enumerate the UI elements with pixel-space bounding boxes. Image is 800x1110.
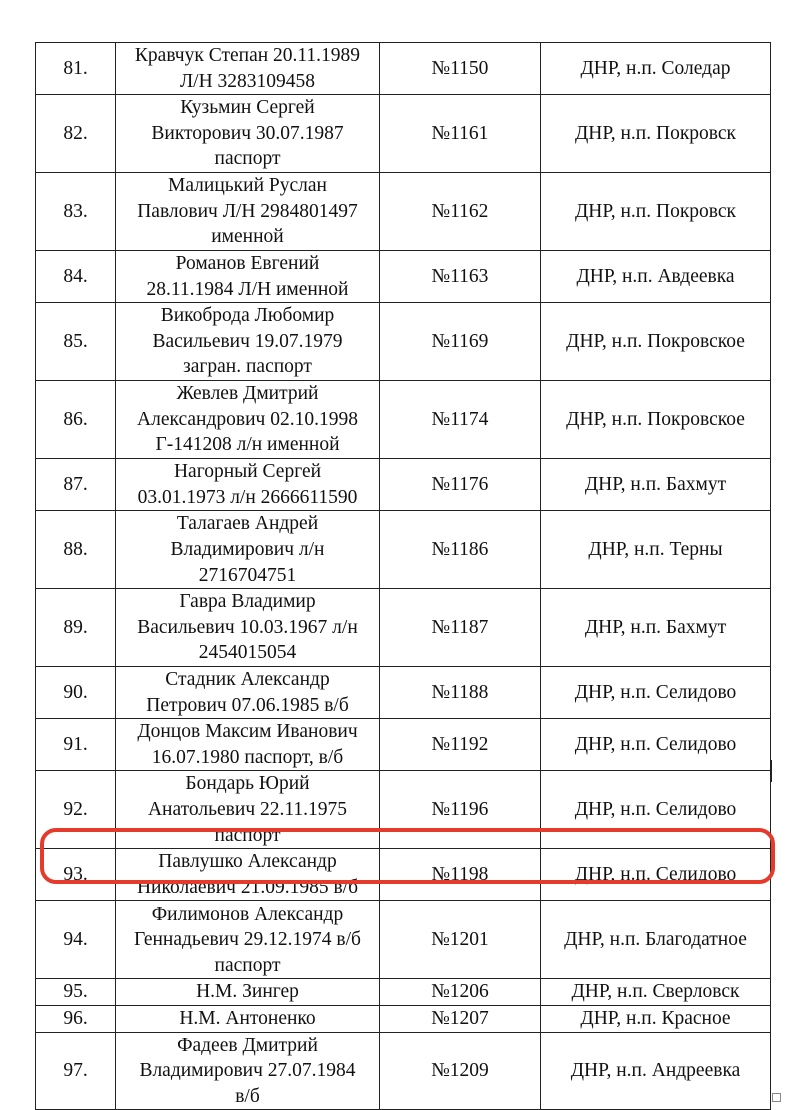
person-details-line: Кравчук Степан 20.11.1989	[134, 45, 361, 66]
person-details-line: Малицький Руслан	[168, 175, 327, 197]
person-details-line: 16.07.1980 паспорт, в/б	[151, 746, 344, 768]
person-details-line: Павлушко Александр	[158, 851, 337, 873]
person-details	[116, 1006, 380, 1033]
row-number: 92.	[36, 771, 116, 849]
person-details-line: Владимирович 27.07.1984	[139, 1060, 356, 1082]
location: ДНР, н.п. Сверловск	[541, 979, 771, 1006]
row-number: 86.	[36, 381, 116, 459]
location: ДНР, н.п. Селидово	[541, 666, 771, 718]
person-details-line: Васильевич 19.07.1979	[152, 330, 343, 352]
location: ДНР, н.п. Селидово	[541, 719, 771, 771]
location: ДНР, н.п. Селидово	[541, 771, 771, 849]
row-number: 94.	[36, 901, 116, 979]
person-details-line: Александрович 02.10.1998	[137, 408, 358, 430]
record-code: №1186	[380, 511, 541, 589]
row-number: 83.	[36, 173, 116, 251]
table-row	[36, 589, 771, 667]
side-mark	[770, 760, 772, 782]
table-row	[36, 511, 771, 589]
person-details	[116, 979, 380, 1006]
person-details-line: 28.11.1984 Л/Н именной	[146, 278, 349, 300]
table-row	[36, 979, 771, 1006]
row-number: 91.	[36, 719, 116, 771]
row-number: 81.	[36, 43, 116, 95]
record-code: №1150	[380, 43, 541, 95]
row-number: 90.	[36, 666, 116, 718]
location: ДНР, н.п. Покровск	[541, 95, 771, 173]
record-code: №1187	[380, 589, 541, 667]
person-details-line: Нагорный Сергей	[173, 461, 322, 483]
person-details-line: Викоброда Любомир	[160, 305, 335, 327]
record-code: №1169	[380, 303, 541, 381]
record-code: №1162	[380, 173, 541, 251]
person-details	[116, 511, 380, 589]
person-details-line: Васильевич 10.03.1967 л/н	[137, 616, 358, 638]
location: ДНР, н.п. Благодатное	[541, 901, 771, 979]
person-details	[116, 173, 380, 251]
person-details-line: Петрович 07.06.1985 в/б	[146, 694, 349, 716]
row-number: 88.	[36, 511, 116, 589]
person-details-line: Анатольевич 22.11.1975	[147, 798, 348, 820]
person-details-line: паспорт	[214, 954, 281, 976]
table-row	[36, 381, 771, 459]
location: ДНР, н.п. Покровское	[541, 303, 771, 381]
row-number: 82.	[36, 95, 116, 173]
table-row	[36, 1032, 771, 1110]
location: ДНР, н.п. Андреевка	[541, 1032, 771, 1110]
location: ДНР, н.п. Бахмут	[541, 589, 771, 667]
row-number: 96.	[36, 1006, 116, 1033]
person-details	[116, 1032, 380, 1110]
person-details-line: Фадеев Дмитрий	[177, 1034, 318, 1056]
person-details-line: Н.М. Зингер	[196, 981, 299, 1003]
person-details-line: паспорт	[214, 824, 281, 846]
person-details-line: Стадник Александр	[165, 668, 330, 690]
table-row	[36, 1006, 771, 1033]
person-details-line: Романов Евгений	[175, 252, 320, 274]
person-details-line: Донцов Максим Иванович	[137, 721, 358, 743]
person-details-line: Талагаев Андрей	[176, 513, 319, 535]
record-code: №1196	[380, 771, 541, 849]
location: ДНР, н.п. Красное	[541, 1006, 771, 1033]
person-details-line: Н.М. Антоненко	[179, 1008, 316, 1030]
record-code: №1207	[380, 1006, 541, 1033]
record-code: №1163	[380, 250, 541, 302]
person-details	[116, 901, 380, 979]
location: ДНР, н.п. Авдеевка	[541, 250, 771, 302]
person-details	[116, 95, 380, 173]
row-number: 93.	[36, 849, 116, 901]
corner-handle	[772, 1093, 781, 1102]
person-details-line: Владимирович л/н	[170, 538, 325, 560]
person-details-line: Николаевич 21.09.1985 в/б	[136, 876, 359, 898]
table-row	[36, 849, 771, 901]
table-row	[36, 666, 771, 718]
record-code: №1209	[380, 1032, 541, 1110]
table-row	[36, 719, 771, 771]
person-details-line: паспорт	[214, 148, 281, 170]
person-details	[116, 771, 380, 849]
person-details	[116, 666, 380, 718]
person-details-line: Викторович 30.07.1987	[151, 122, 344, 144]
person-details-line: именной	[211, 226, 284, 248]
person-details-line: Павлович Л/Н 2984801497	[137, 200, 358, 222]
row-number: 97.	[36, 1032, 116, 1110]
person-details	[116, 589, 380, 667]
person-details	[116, 303, 380, 381]
record-code: №1174	[380, 381, 541, 459]
location: ДНР, н.п. Соледар	[541, 43, 771, 95]
location: ДНР, н.п. Покровск	[541, 173, 771, 251]
table-row	[36, 771, 771, 849]
person-details-line: Кузьмин Сергей	[180, 97, 315, 119]
records-table	[35, 42, 771, 1110]
person-details-line: Л/Н 3283109458	[179, 70, 316, 92]
location: ДНР, н.п. Селидово	[541, 849, 771, 901]
person-details-line: в/б	[235, 1085, 260, 1107]
record-code: №1192	[380, 719, 541, 771]
records-table-body	[36, 43, 771, 1110]
table-row	[36, 43, 771, 95]
table-row	[36, 303, 771, 381]
person-details-line: 2454015054	[198, 642, 297, 664]
row-number: 87.	[36, 459, 116, 511]
row-number: 89.	[36, 589, 116, 667]
record-code: №1161	[380, 95, 541, 173]
table-row	[36, 250, 771, 302]
record-code: №1206	[380, 979, 541, 1006]
person-details-line: Бондарь Юрий	[185, 773, 310, 795]
location: ДНР, н.п. Покровское	[541, 381, 771, 459]
location: ДНР, н.п. Бахмут	[541, 459, 771, 511]
table-row	[36, 173, 771, 251]
person-details	[116, 43, 380, 95]
person-details-line: 2716704751	[198, 564, 297, 586]
person-details	[116, 459, 380, 511]
person-details-line: Гавра Владимир	[179, 591, 316, 613]
person-details-line: Жевлев Дмитрий	[176, 383, 319, 405]
person-details-line: Филимонов Александр	[151, 903, 344, 925]
person-details-line: Геннадьевич 29.12.1974 в/б	[134, 929, 361, 951]
person-details	[116, 849, 380, 901]
row-number: 95.	[36, 979, 116, 1006]
person-details-line: 03.01.1973 л/н 2666611590	[137, 486, 358, 508]
location: ДНР, н.п. Терны	[541, 511, 771, 589]
person-details	[116, 250, 380, 302]
table-row	[36, 459, 771, 511]
record-code: №1176	[380, 459, 541, 511]
record-code: №1188	[380, 666, 541, 718]
person-details-line: Г-141208 л/н именной	[155, 434, 340, 456]
person-details-line: загран. паспорт	[183, 356, 312, 378]
record-code: №1198	[380, 849, 541, 901]
row-number: 85.	[36, 303, 116, 381]
person-details	[116, 719, 380, 771]
record-code: №1201	[380, 901, 541, 979]
table-row	[36, 95, 771, 173]
person-details	[116, 381, 380, 459]
row-number: 84.	[36, 250, 116, 302]
table-row	[36, 901, 771, 979]
